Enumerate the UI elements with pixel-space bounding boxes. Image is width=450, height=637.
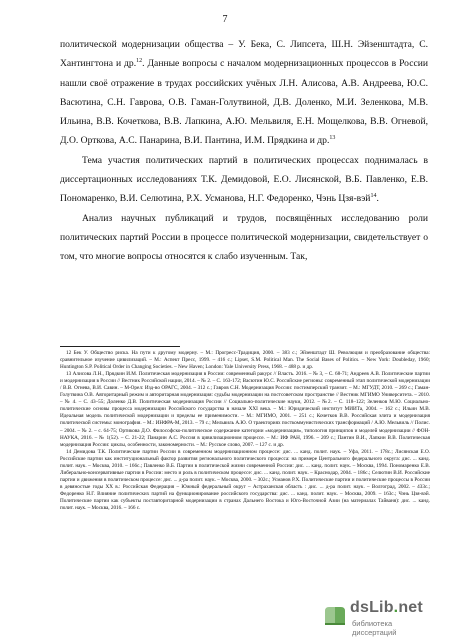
paragraph-3: Анализ научных публикаций и трудов, посвящённых исследованию роли политических партий России в процессе политической модернизации, свидетельствует о том, что многие вопросы относятся к слабо изученным. Так, <box>60 212 428 263</box>
footnote-ref-14[interactable]: 14 <box>370 193 377 200</box>
paragraph-2-tail: . <box>376 193 379 205</box>
footnote-ref-12[interactable]: 12 <box>136 58 143 65</box>
footnotes <box>60 350 430 512</box>
paragraph-1-text: политической модернизации общества – У. Бека, С. Липсета, Ш.Н. Эйзенштадта, С. Хантингтона и др. <box>60 39 428 70</box>
dslib-logo-icon <box>320 599 350 629</box>
page-number: 7 <box>222 14 228 25</box>
footnote-separator <box>60 346 180 347</box>
paragraph-1-tail: . Данные вопросы с началом модернизационных процессов в России нашли своё отражение в трудах российских учёных Л.Н. Алисова, А.В. Андреева, Ю.С. Васютина, С.Н. Гаврова, О.В. Гаман-Голутвиной, Д.В. Доленко, М.И. Зеленкова, М.В. Ильина, В.В. Кочеткова, В.В. Лапкина, А.Ю. Мельвиля, Е.Н. Мощелкова, В.В. Огневой, Д.О. Орткова, А.С. Панарина, В.И. Пантина, И.М. Прядкина и др. <box>60 58 428 147</box>
dslib-watermark <box>320 599 438 637</box>
site-name-suffix: net <box>398 599 423 616</box>
paragraph-2 <box>60 151 428 209</box>
footnote-14: 14 Демидова Т.К. Политические партии России в современном модернизационном процессе: дис. ... канд. полит. наук. – Уфа, 2011. – 178с.; Лисянская Е.О. Российские партии как институциональный фактор развития регионального политического процесса: на примере Центрального федерального округа: дис. ... канд. полит. наук. – Москва, 2010. – 166с.; Павленко В.Б. Партии в политической жизни современной России: дис. ... канд. полит. наук. – Москва, 1994. Пономаренко Е.В. Либерально-консервативные партии в России: место и роль в политическом процессе: дис. ... канд. полит. наук. – Краснодар, 2004. – 186с.; Селютин В.И. Российские партии и движения в политическом процессе: дис. ... д-ра полит. наук. – Москва, 2000. – 302с.; Усманов Р.Х. Политические партии и политические процессы в России в девяностые годы XX в.: Российская Федерация – Южный федеральный округ – Астраханская область : дис. ... д-ра полит. наук. – Волгоград, 2002. – 433с.; Федоренко Н.Г. Влияние политических партий на функционирование российского государства: дис. ... канд. полит. наук. – Москва, 2009. – 163с.; Чэнь Цзя-вэй. Политические партии как субъекты поставторитарной модернизации в странах Дальнего Востока и Юго-Восточной Азии (на материалах Тайваня): дис. ... канд. полит. наук. – Москва, 2016. – 166 с. <box>60 448 430 512</box>
watermark-caption: библиотека диссертаций <box>352 619 397 637</box>
site-name-prefix: dsLib <box>350 599 394 616</box>
footnote-12: 12 Бек У. Общество риска. На пути к другому модерну. – М.: Прогресс-Традиция, 2000. – 383 с.; Эйзенштадт Ш. Революция и преобразование общества: сравнительное изучение цивилизаций. – М.: Аспект Пресс, 1999. – 416 с.; Lipset, S.M. Political Man. The Social Bases of Politics. – New York: Doubleday, 1960; Huntington S.P. Political Order in Changing Societies. – New Haven; London: Yale University Press, 1968. – 488 p. и др. <box>60 350 430 371</box>
main-text <box>60 35 428 267</box>
footnote-13: 13 Алисова Л.Н., Прядкин И.М. Политическая модернизация в России: современный ракурс // Власть. 2016. – № 3, – С. 68-71; Андреев А.В. Политические партии и модернизация в России // Вестник Российской нации, 2014. – № 2. – С. 163-172; Васютин Ю.С. Российские регионы: современный этап политической модернизации / В.В. Огнева, В.И. Савин. – М-Орел: Изд-во ОРАГС, 2004. – 312 с.; Гавров С.Н. Модернизация России: постимперский транзит. – М.: МГУДТ, 2010. – 269 с.; Гаман-Голутвина О.В. Авторитарный режим и авторитарная модернизация: судьбы модернизации на постсоветском пространстве // Вестник МГИМО Университета. – 2010. – № 4. – С. 43–55; Доленко Д.В. Политическая модернизация России // Социально-политические науки, 2012. – №2. – С. 118–122; Зеленков М.Ю. Социально-политические основы процесса модернизации Российского государства в начале XXI века. – М.: Юридический институт МИИТа, 2004. – 162 с.; Ильин М.В. Идеальная модель политической модернизации и пределы ее применимости. – М.: МГИМО, 2001. – 251 с.; Кочетков В.В. Российская элита и модернизация политической системы: монография. – М.: ИНФРА-М, 2013. – 79 с.; Мельвиль А.Ю. О траекториях посткоммунистических трансформаций / А.Ю. Мельвиль // Полис. – 2004. – № 2. – с. 64-75; Ортикова Д.О. Философско-политическое содержание категории «модернизация», типология принципов и моделей модернизации // ФОН-НАУКА, 2016. – № 1(52). – С. 21-22; Панарин А.С. Россия в цивилизационном процессе. – М.: ИФ РАН, 1996. – 209 с.; Пантин В.И., Лапкин В.В. Политическая модернизация России: циклы, особенности, закономерности. – М.: Русское слово, 2007. – 127 с. и др. <box>60 371 430 448</box>
paragraph-2-text: Тема участия политических партий в политических процессах поднималась в диссертационных исследованиях Т.К. Демидовой, Е.О. Лисянской, В.Б. Павленко, Е.В. Пономаренко, В.И. Селютина, Р.Х. Усманова, Н.Г. Федоренко, Чэнь Цзя-вэй <box>60 154 428 205</box>
watermark-site <box>350 599 423 617</box>
site-name-dot: . <box>393 599 399 616</box>
paragraph-1 <box>60 35 428 151</box>
footnote-ref-13[interactable]: 13 <box>329 135 336 142</box>
